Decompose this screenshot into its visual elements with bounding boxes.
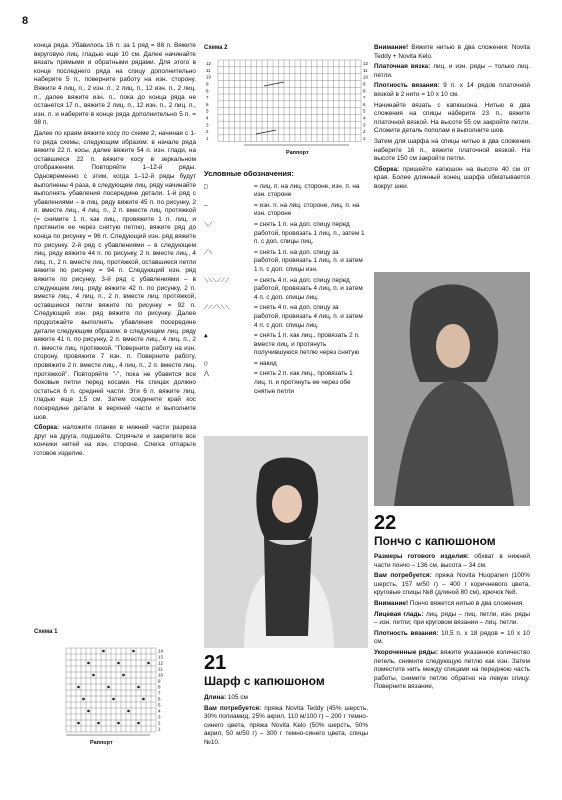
row-number: 5 <box>158 702 161 708</box>
stitch-mark <box>137 686 140 689</box>
attention-label: Внимание! <box>374 44 409 51</box>
row-number-left: 2 <box>206 129 209 135</box>
stitch-mark <box>92 674 95 677</box>
stitch-mark <box>137 722 140 725</box>
stitch-mark <box>97 722 100 725</box>
schema-2-chart <box>204 56 370 160</box>
row-number: 9 <box>158 678 161 684</box>
stitch-mark <box>112 698 115 701</box>
poncho-photo <box>374 272 530 506</box>
legend-item <box>204 202 366 219</box>
legend-text: = снять 1 п. как лиц., провязать 2 п. вместе лиц. и протянуть получившуюся петлю через снятую <box>254 332 360 357</box>
stitch-mark <box>102 650 105 653</box>
row-number: 1 <box>363 135 366 141</box>
text-paragraph: Начинайте вязать с капюшона. Нитью в два сложения на спицы наберите 23 п., вяжите платочной вязкой. На высоте 55 см закройте петли. Сложите деталь пополам и выполните шов. <box>374 101 530 135</box>
row-number: 11 <box>363 67 368 73</box>
legend-item <box>204 249 366 275</box>
legend-symbol-icon: ⋀ <box>204 370 209 378</box>
row-number: 11 <box>158 666 163 672</box>
materials-label: Вам потребуется: <box>374 572 432 580</box>
sizes-paragraph <box>374 553 530 570</box>
face-stitch-text: лиц. ряды – лиц. петли, изн. ряды – изн. петли; при круговом вязании – лиц. петли. <box>374 610 530 627</box>
stitch-mark <box>87 662 90 665</box>
assembly-paragraph <box>374 166 530 192</box>
item-21-number: 21 <box>204 652 227 674</box>
assembly-paragraph <box>34 424 196 458</box>
legend-text: = лиц. п. на лиц. стороне, изн. п. на изн. стороне <box>254 182 360 199</box>
legend-symbol-icon: ⟋⟍ <box>204 248 213 256</box>
assembly-text: наложите планки в нижней части разреза друг на друга, подшейте. Спрячьте и закрепите все кончики нитей на изн. стороне. Слегка отпарьте готовое изделие. <box>34 424 196 457</box>
materials-text: пряжа Novita Huopanen (100% шерсть, 157 м/50 г) – 400 г коричневого цвета, круговые спицы №8 (длиной 80 см), крючок №8. <box>374 572 530 597</box>
materials-paragraph <box>374 572 530 598</box>
row-number: 3 <box>363 122 366 128</box>
legend-item <box>204 183 366 200</box>
row-number-left: 7 <box>206 95 209 101</box>
legend-text: = снять 1 п. на доп. спицу за работой, провязать 1 лиц. п. и затем 1 п. с доп. спицы изн. <box>254 248 363 273</box>
row-number-left: 6 <box>206 101 209 107</box>
stitch-mark <box>147 662 150 665</box>
stitch-mark <box>142 698 145 701</box>
schema-2-label: Схема 2 <box>204 45 228 51</box>
scarf-stitch-text: лиц. и изн. ряды – только лиц. петли. <box>374 63 530 79</box>
stitch-mark <box>82 698 85 701</box>
assembly-text: пришейте капюшон на высоте 40 см от края. Более длинный конец шарфа обматывается вокруг шеи. <box>374 165 530 190</box>
scarf-stitch-paragraph <box>374 63 530 80</box>
stitch-mark <box>122 674 125 677</box>
attention-label: Внимание! <box>374 599 409 607</box>
legend-symbol-icon: ⟋⟋⟋⟍⟍⟍ <box>204 304 230 312</box>
legend <box>204 170 366 398</box>
row-number-left: 1 <box>206 135 209 141</box>
stitch-mark <box>77 686 80 689</box>
assembly-label: Сборка: <box>374 165 400 173</box>
legend-item <box>204 360 366 369</box>
row-number: 13 <box>158 654 164 660</box>
attention-paragraph <box>374 600 530 609</box>
row-number-left: 12 <box>206 61 212 67</box>
attention-text: Пончо вяжется нитью в два сложения. <box>409 599 525 607</box>
short-rows-text: вяжите указанное количество петель, снимите следующую петлю как изн. Затем поместите нить между спицами на переднюю часть работы, снимите петлю обратно на левую спицу. Поверните вязание, <box>374 648 530 691</box>
stitch-mark <box>132 650 135 653</box>
density-label: Плотность вязания: <box>374 82 440 90</box>
row-number: 7 <box>363 95 366 101</box>
face-stitch-paragraph <box>374 611 530 628</box>
text-paragraph: Затем для шарфа на спицы нитью в два сложения наберите 16 п., вяжите платочной вязкой. На высоте 150 см закройте петли. <box>374 137 530 163</box>
legend-symbol-icon: ⟍⟋ <box>204 220 213 228</box>
item-22-title: Пончо с капюшоном <box>374 534 496 548</box>
row-number: 5 <box>363 108 366 114</box>
row-number-left: 10 <box>206 74 212 80</box>
row-number: 9 <box>363 81 366 87</box>
attention-text: Вяжите нитью в два сложения: Novita Teddy + Novita Kelo. <box>374 44 530 60</box>
legend-text: = снять 1 п. на доп. спицу перед работой, провязать 1 лиц. п., затем 1 п. с доп. спицы лиц. <box>254 220 365 246</box>
legend-text: = снять 4 п. на доп. спицу за работой, провязать 4 лиц. п. и затем 4 п. с доп. спицы лиц. <box>254 304 363 329</box>
legend-text: = снять 2 п. как лиц., провязать 1 лиц. п. и протянуть ее через обе снятые петли <box>254 370 353 395</box>
item-21-materials <box>204 705 368 748</box>
column-3 <box>374 44 530 194</box>
short-rows-paragraph <box>374 649 530 692</box>
materials-label: Вам потребуется: <box>204 704 262 712</box>
legend-text: = изн. п. на лиц. стороне, лиц. п. на изн. стороне <box>254 201 360 218</box>
legend-item <box>204 304 366 330</box>
legend-item <box>204 370 366 396</box>
row-number: 6 <box>158 696 161 702</box>
row-number: 10 <box>363 74 369 80</box>
row-number: 2 <box>158 720 161 726</box>
item-21-length <box>204 694 368 703</box>
legend-item <box>204 332 366 358</box>
legend-symbol-icon: ▲ <box>204 332 208 340</box>
row-number: 6 <box>363 101 366 107</box>
stitch-mark <box>107 686 110 689</box>
density-text: 9 п. х 14 рядов платочной вязкой в 2 нити = 10 х 10 см. <box>374 82 530 98</box>
density-paragraph <box>374 630 530 647</box>
materials-text: пряжа Novita Teddy (45% шерсть, 30% полиамид, 25% акрил, 110 м/100 г) – 200 г темно-синего цвета, пряжа Novita Kelo (50% шерсть, 50% акрил, 50 м/50 г) – 300 г темно-синего цвета, спицы №10. <box>204 704 368 746</box>
legend-symbol-icon: – <box>204 201 208 209</box>
row-number-left: 11 <box>206 67 211 73</box>
stitch-mark <box>87 710 90 713</box>
row-number-left: 9 <box>206 81 209 87</box>
item-22 <box>374 512 530 694</box>
row-number-left: 4 <box>206 115 209 121</box>
short-rows-label: Укороченные ряды: <box>374 648 438 656</box>
legend-title: Условные обозначения: <box>204 169 294 178</box>
legend-text: = снять 4 п. на доп. спицу перед работой, провязать 4 лиц. п. и затем 4 п. с доп. спицы лиц. <box>254 276 363 301</box>
legend-item <box>204 277 366 303</box>
stitch-mark <box>77 722 80 725</box>
row-number: 8 <box>363 88 366 94</box>
row-number: 10 <box>158 672 164 678</box>
row-number: 2 <box>363 129 366 135</box>
sizes-text: обхват в нижней части пончо – 136 см, высота – 34 см. <box>374 553 530 569</box>
sizes-label: Размеры готового изделия: <box>374 553 469 560</box>
length-value: 105 см <box>227 694 248 701</box>
legend-symbol-icon: ⟍⟍⟍⟋⟋⟋ <box>204 276 230 284</box>
row-number: 8 <box>158 684 161 690</box>
page-number: 8 <box>22 15 29 27</box>
scarf-stitch-label: Платочная вязка: <box>374 63 431 71</box>
row-number: 3 <box>158 714 161 720</box>
density-label: Плотность вязания: <box>374 629 439 637</box>
schema-2-rapport: Раппорт <box>286 150 309 156</box>
legend-symbol-icon: ○ <box>204 359 208 367</box>
text-paragraph: конца ряда. Убавилось 16 п. за 1 ряд = 88 п. Вяжите вкруговую лиц. гладью еще 10 см. Далее начинайте вязать прямыми и обратными рядами. Для этого в конце последнего ряда на спицу дополнительно наберите 5 п., поверните работу на изн. сторону. Вяжите 4 лиц. п., 2 изн. п., 2 лиц. п., 12 изн. п., 2 лиц. п., далее вяжите изн. п., пока до конца ряда не останется 17 п., вяжите 2 лиц. п., 12 изн. п., 2 лиц. п., изн. п. и наберите в конце ряда дополнительно 5 п. = 98 п. <box>34 42 196 127</box>
row-number-left: 8 <box>206 88 209 94</box>
legend-text: = накид <box>254 359 277 367</box>
stitch-mark <box>117 662 120 665</box>
schema-1-label: Схема 1 <box>34 629 58 635</box>
row-number: 12 <box>363 61 369 67</box>
row-number: 14 <box>158 648 164 654</box>
column-1 <box>34 42 196 461</box>
stitch-mark <box>117 722 120 725</box>
stitch-mark <box>127 710 130 713</box>
legend-item <box>204 221 366 247</box>
attention-paragraph <box>374 44 530 61</box>
face-stitch-label: Лицевая гладь: <box>374 610 424 618</box>
legend-symbol-icon: □ <box>204 182 208 190</box>
density-paragraph <box>374 82 530 99</box>
row-number-left: 3 <box>206 122 209 128</box>
scarf-photo <box>204 436 368 648</box>
length-label: Длина: <box>204 694 227 701</box>
density-text: 10,5 п. х 18 рядов = 10 х 10 см. <box>374 629 530 646</box>
row-number: 4 <box>158 708 161 714</box>
item-21 <box>204 652 368 750</box>
row-number: 1 <box>158 726 161 732</box>
schema-1-chart <box>60 640 180 750</box>
schema-1-rapport: Раппорт <box>90 740 113 746</box>
row-number: 7 <box>158 690 161 696</box>
text-paragraph: Далее по краям вяжите косу по схеме 2, начиная с 1-го ряда схемы, следующим образом: в начале ряда вяжите 22 п. косы, далее вяжите 54 п. изн. глади, на оставшиеся 22 п. вяжите косу в зеркальном отображении. Повторяйте 1–12-й ряды. Одновременно с этим, когда 1–12-й ряды будут выполнены 4 раза, в следующем лиц. ряду начинайте выполнять убавления посередине детали. 1-й ряд с убавлениями – в лиц. ряду вяжите 45 п. по рисунку, 2 п. вместе лиц., 4 лиц. п., 2 п. вместе лиц. протяжкой (= снимите 1 п. как лиц., провяжите 1 п. лиц. и протяните ее через снятую петлю), вяжите ряд до конца по рисунку = 96 п. Следующий изн. ряд вяжите по рисунку. 2-й ряд с убавлениями – в следующем лиц. ряду вяжите 44 п. по рисунку, 2 п. вместе лиц., 4 лиц. п., 2 п. вместе лиц. протяжкой, оставшиеся петли вяжите по рисунку = 94 п. Следующий изн. ряд вяжите по рисунку. 3-й ряд с убавлениями – в следующем лиц. ряду вяжите 42 п. по рисунку, 2 п. вместе лиц., 4 лиц. п., 2 п. вместе лиц. протяжкой, оставшиеся петли вяжите по рисунку = 92 п. Следующий изн. ряд вяжите по рисунку. Далее продолжайте выполнять убавления посередине детали следующим образом: в следующем лиц. ряду вяжите 41 п. по рисунку, 2 п. вместе лиц., 4 лиц. п., 2 п. вместе лиц. протяжкой. "Поверните работу на изн. сторону, провяжите 7 изн. п. Поверните работу, провяжите 2 п. вместе лиц., 4 лиц. п., 2 п. вместе лиц. протяжкой". Повторяйте "-", пока не убавятся все боковые петли перед косами. На спицах должно остаться 6 п. средней части. Эти 6 п. вяжите лиц. гладью еще 1,5 см. Затем соедините край кос посередине детали в верхней части и выполните шов. <box>34 129 196 421</box>
row-number-left: 5 <box>206 108 209 114</box>
item-21-title: Шарф с капюшоном <box>204 674 325 688</box>
assembly-label: Сборка: <box>34 424 60 432</box>
row-number: 12 <box>158 660 164 666</box>
row-number: 4 <box>363 115 366 121</box>
item-22-number: 22 <box>374 512 397 534</box>
